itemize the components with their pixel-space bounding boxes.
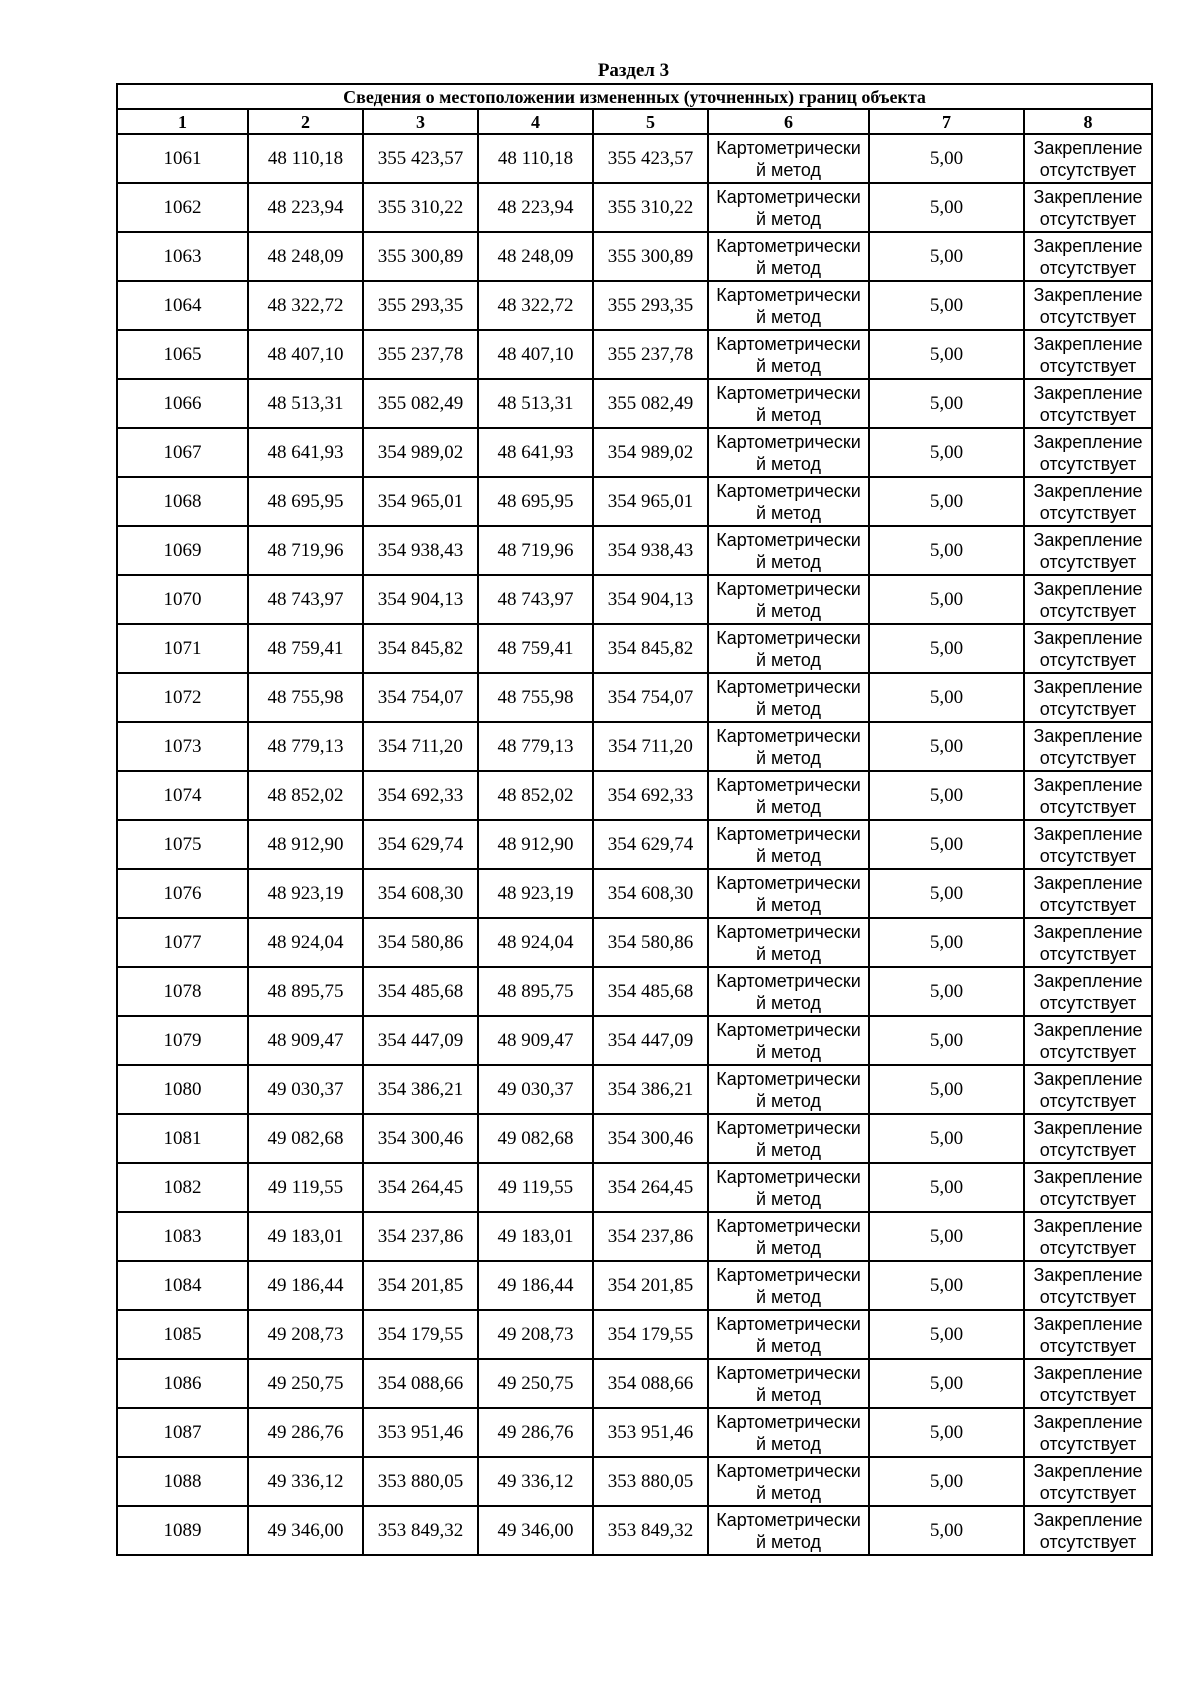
x-new-cell: 48 407,10 (478, 330, 593, 379)
y-existing-cell: 354 904,13 (363, 575, 478, 624)
x-existing-cell: 48 895,75 (248, 967, 363, 1016)
fixing-cell: Закрепление отсутствует (1024, 1016, 1152, 1065)
x-existing-cell: 48 755,98 (248, 673, 363, 722)
x-existing-cell: 48 743,97 (248, 575, 363, 624)
column-number-row (117, 109, 1152, 134)
table-row (117, 967, 1152, 1016)
precision-cell: 5,00 (869, 1359, 1024, 1408)
precision-cell: 5,00 (869, 1408, 1024, 1457)
precision-cell: 5,00 (869, 820, 1024, 869)
table-row (117, 1163, 1152, 1212)
method-cell: Картометрически й метод (708, 1457, 869, 1506)
y-existing-cell: 354 989,02 (363, 428, 478, 477)
x-new-cell: 49 346,00 (478, 1506, 593, 1555)
y-new-cell: 354 201,85 (593, 1261, 708, 1310)
y-existing-cell: 355 310,22 (363, 183, 478, 232)
table-row (117, 1261, 1152, 1310)
method-cell: Картометрически й метод (708, 232, 869, 281)
method-cell: Картометрически й метод (708, 183, 869, 232)
x-existing-cell: 48 513,31 (248, 379, 363, 428)
y-new-cell: 354 629,74 (593, 820, 708, 869)
fixing-cell: Закрепление отсутствует (1024, 624, 1152, 673)
method-cell: Картометрически й метод (708, 281, 869, 330)
method-cell: Картометрически й метод (708, 379, 869, 428)
column-number-4: 4 (478, 109, 593, 134)
y-new-cell: 354 608,30 (593, 869, 708, 918)
fixing-cell: Закрепление отсутствует (1024, 575, 1152, 624)
point-number-cell: 1076 (117, 869, 248, 918)
table-row (117, 1212, 1152, 1261)
fixing-cell: Закрепление отсутствует (1024, 1506, 1152, 1555)
fixing-cell: Закрепление отсутствует (1024, 967, 1152, 1016)
y-new-cell: 354 754,07 (593, 673, 708, 722)
table-row (117, 1310, 1152, 1359)
y-new-cell: 354 386,21 (593, 1065, 708, 1114)
table-row (117, 1114, 1152, 1163)
x-new-cell: 48 912,90 (478, 820, 593, 869)
column-number-8: 8 (1024, 109, 1152, 134)
y-existing-cell: 354 088,66 (363, 1359, 478, 1408)
point-number-cell: 1083 (117, 1212, 248, 1261)
x-new-cell: 48 513,31 (478, 379, 593, 428)
x-existing-cell: 48 759,41 (248, 624, 363, 673)
table-row (117, 624, 1152, 673)
point-number-cell: 1085 (117, 1310, 248, 1359)
point-number-cell: 1062 (117, 183, 248, 232)
x-existing-cell: 49 082,68 (248, 1114, 363, 1163)
table-row (117, 918, 1152, 967)
x-new-cell: 48 852,02 (478, 771, 593, 820)
y-existing-cell: 354 201,85 (363, 1261, 478, 1310)
y-existing-cell: 354 386,21 (363, 1065, 478, 1114)
x-new-cell: 48 755,98 (478, 673, 593, 722)
point-number-cell: 1078 (117, 967, 248, 1016)
y-new-cell: 354 300,46 (593, 1114, 708, 1163)
x-existing-cell: 48 110,18 (248, 134, 363, 183)
y-existing-cell: 353 849,32 (363, 1506, 478, 1555)
y-new-cell: 354 580,86 (593, 918, 708, 967)
x-existing-cell: 48 641,93 (248, 428, 363, 477)
y-existing-cell: 354 580,86 (363, 918, 478, 967)
precision-cell: 5,00 (869, 967, 1024, 1016)
point-number-cell: 1088 (117, 1457, 248, 1506)
column-number-7: 7 (869, 109, 1024, 134)
table-row (117, 526, 1152, 575)
x-new-cell: 48 743,97 (478, 575, 593, 624)
table-row (117, 1506, 1152, 1555)
y-new-cell: 354 179,55 (593, 1310, 708, 1359)
y-new-cell: 354 692,33 (593, 771, 708, 820)
precision-cell: 5,00 (869, 134, 1024, 183)
x-existing-cell: 49 186,44 (248, 1261, 363, 1310)
y-new-cell: 353 880,05 (593, 1457, 708, 1506)
y-existing-cell: 354 179,55 (363, 1310, 478, 1359)
x-existing-cell: 48 912,90 (248, 820, 363, 869)
point-number-cell: 1066 (117, 379, 248, 428)
point-number-cell: 1073 (117, 722, 248, 771)
x-new-cell: 48 909,47 (478, 1016, 593, 1065)
precision-cell: 5,00 (869, 1261, 1024, 1310)
y-new-cell: 354 447,09 (593, 1016, 708, 1065)
x-existing-cell: 48 909,47 (248, 1016, 363, 1065)
x-new-cell: 49 030,37 (478, 1065, 593, 1114)
point-number-cell: 1074 (117, 771, 248, 820)
method-cell: Картометрически й метод (708, 918, 869, 967)
y-new-cell: 354 485,68 (593, 967, 708, 1016)
x-new-cell: 49 208,73 (478, 1310, 593, 1359)
method-cell: Картометрически й метод (708, 624, 869, 673)
precision-cell: 5,00 (869, 771, 1024, 820)
method-cell: Картометрически й метод (708, 1016, 869, 1065)
x-existing-cell: 49 336,12 (248, 1457, 363, 1506)
precision-cell: 5,00 (869, 330, 1024, 379)
fixing-cell: Закрепление отсутствует (1024, 771, 1152, 820)
fixing-cell: Закрепление отсутствует (1024, 1212, 1152, 1261)
x-new-cell: 48 923,19 (478, 869, 593, 918)
method-cell: Картометрически й метод (708, 428, 869, 477)
table-row (117, 820, 1152, 869)
y-existing-cell: 355 293,35 (363, 281, 478, 330)
fixing-cell: Закрепление отсутствует (1024, 428, 1152, 477)
y-new-cell: 354 965,01 (593, 477, 708, 526)
method-cell: Картометрически й метод (708, 477, 869, 526)
y-new-cell: 354 237,86 (593, 1212, 708, 1261)
fixing-cell: Закрепление отсутствует (1024, 1065, 1152, 1114)
column-number-6: 6 (708, 109, 869, 134)
table-row (117, 1408, 1152, 1457)
point-number-cell: 1081 (117, 1114, 248, 1163)
fixing-cell: Закрепление отсутствует (1024, 379, 1152, 428)
x-new-cell: 49 250,75 (478, 1359, 593, 1408)
fixing-cell: Закрепление отсутствует (1024, 918, 1152, 967)
x-existing-cell: 49 250,75 (248, 1359, 363, 1408)
precision-cell: 5,00 (869, 379, 1024, 428)
method-cell: Картометрически й метод (708, 526, 869, 575)
table-body (117, 134, 1152, 1555)
table-row (117, 1457, 1152, 1506)
y-existing-cell: 354 300,46 (363, 1114, 478, 1163)
table-row (117, 722, 1152, 771)
fixing-cell: Закрепление отсутствует (1024, 1310, 1152, 1359)
x-new-cell: 49 286,76 (478, 1408, 593, 1457)
y-existing-cell: 354 608,30 (363, 869, 478, 918)
x-existing-cell: 49 030,37 (248, 1065, 363, 1114)
table-caption-row (117, 84, 1152, 109)
y-new-cell: 354 989,02 (593, 428, 708, 477)
y-existing-cell: 355 082,49 (363, 379, 478, 428)
boundary-coordinates-table (116, 83, 1153, 1556)
y-new-cell: 354 088,66 (593, 1359, 708, 1408)
precision-cell: 5,00 (869, 673, 1024, 722)
table-row (117, 1065, 1152, 1114)
column-number-3: 3 (363, 109, 478, 134)
x-existing-cell: 48 779,13 (248, 722, 363, 771)
fixing-cell: Закрепление отсутствует (1024, 183, 1152, 232)
precision-cell: 5,00 (869, 477, 1024, 526)
fixing-cell: Закрепление отсутствует (1024, 232, 1152, 281)
x-existing-cell: 48 695,95 (248, 477, 363, 526)
x-new-cell: 48 695,95 (478, 477, 593, 526)
x-existing-cell: 48 852,02 (248, 771, 363, 820)
fixing-cell: Закрепление отсутствует (1024, 526, 1152, 575)
point-number-cell: 1079 (117, 1016, 248, 1065)
precision-cell: 5,00 (869, 183, 1024, 232)
precision-cell: 5,00 (869, 232, 1024, 281)
x-new-cell: 48 719,96 (478, 526, 593, 575)
fixing-cell: Закрепление отсутствует (1024, 1408, 1152, 1457)
y-new-cell: 354 938,43 (593, 526, 708, 575)
x-new-cell: 49 119,55 (478, 1163, 593, 1212)
precision-cell: 5,00 (869, 722, 1024, 771)
precision-cell: 5,00 (869, 1457, 1024, 1506)
table-row (117, 869, 1152, 918)
x-existing-cell: 48 407,10 (248, 330, 363, 379)
method-cell: Картометрически й метод (708, 134, 869, 183)
fixing-cell: Закрепление отсутствует (1024, 1359, 1152, 1408)
table-row (117, 771, 1152, 820)
y-new-cell: 355 237,78 (593, 330, 708, 379)
method-cell: Картометрически й метод (708, 575, 869, 624)
table-row (117, 134, 1152, 183)
precision-cell: 5,00 (869, 575, 1024, 624)
fixing-cell: Закрепление отсутствует (1024, 1261, 1152, 1310)
method-cell: Картометрически й метод (708, 1212, 869, 1261)
precision-cell: 5,00 (869, 1114, 1024, 1163)
x-new-cell: 49 183,01 (478, 1212, 593, 1261)
y-new-cell: 355 310,22 (593, 183, 708, 232)
table-row (117, 477, 1152, 526)
precision-cell: 5,00 (869, 1163, 1024, 1212)
x-existing-cell: 48 719,96 (248, 526, 363, 575)
y-existing-cell: 354 965,01 (363, 477, 478, 526)
fixing-cell: Закрепление отсутствует (1024, 1114, 1152, 1163)
precision-cell: 5,00 (869, 1506, 1024, 1555)
method-cell: Картометрически й метод (708, 673, 869, 722)
method-cell: Картометрически й метод (708, 820, 869, 869)
x-new-cell: 48 779,13 (478, 722, 593, 771)
table-row (117, 232, 1152, 281)
x-new-cell: 48 759,41 (478, 624, 593, 673)
column-number-5: 5 (593, 109, 708, 134)
point-number-cell: 1063 (117, 232, 248, 281)
point-number-cell: 1061 (117, 134, 248, 183)
y-new-cell: 353 849,32 (593, 1506, 708, 1555)
fixing-cell: Закрепление отсутствует (1024, 330, 1152, 379)
fixing-cell: Закрепление отсутствует (1024, 134, 1152, 183)
table-row (117, 183, 1152, 232)
table-row (117, 281, 1152, 330)
table-row (117, 428, 1152, 477)
y-new-cell: 354 904,13 (593, 575, 708, 624)
table-row (117, 673, 1152, 722)
table-row (117, 330, 1152, 379)
fixing-cell: Закрепление отсутствует (1024, 673, 1152, 722)
y-new-cell: 354 264,45 (593, 1163, 708, 1212)
x-existing-cell: 49 208,73 (248, 1310, 363, 1359)
y-new-cell: 355 423,57 (593, 134, 708, 183)
method-cell: Картометрически й метод (708, 1408, 869, 1457)
table-caption: Сведения о местоположении измененных (уточненных) границ объекта (117, 84, 1152, 109)
x-new-cell: 48 924,04 (478, 918, 593, 967)
y-existing-cell: 354 692,33 (363, 771, 478, 820)
y-existing-cell: 353 951,46 (363, 1408, 478, 1457)
fixing-cell: Закрепление отсутствует (1024, 820, 1152, 869)
method-cell: Картометрически й метод (708, 1359, 869, 1408)
fixing-cell: Закрепление отсутствует (1024, 477, 1152, 526)
x-new-cell: 48 641,93 (478, 428, 593, 477)
y-new-cell: 353 951,46 (593, 1408, 708, 1457)
precision-cell: 5,00 (869, 1310, 1024, 1359)
x-existing-cell: 49 119,55 (248, 1163, 363, 1212)
point-number-cell: 1069 (117, 526, 248, 575)
x-new-cell: 48 223,94 (478, 183, 593, 232)
precision-cell: 5,00 (869, 624, 1024, 673)
precision-cell: 5,00 (869, 1065, 1024, 1114)
point-number-cell: 1087 (117, 1408, 248, 1457)
y-new-cell: 355 082,49 (593, 379, 708, 428)
point-number-cell: 1082 (117, 1163, 248, 1212)
y-existing-cell: 354 485,68 (363, 967, 478, 1016)
y-existing-cell: 354 629,74 (363, 820, 478, 869)
method-cell: Картометрически й метод (708, 1114, 869, 1163)
x-existing-cell: 48 923,19 (248, 869, 363, 918)
method-cell: Картометрически й метод (708, 330, 869, 379)
y-new-cell: 355 300,89 (593, 232, 708, 281)
y-existing-cell: 354 845,82 (363, 624, 478, 673)
x-existing-cell: 48 924,04 (248, 918, 363, 967)
method-cell: Картометрически й метод (708, 1163, 869, 1212)
y-new-cell: 355 293,35 (593, 281, 708, 330)
point-number-cell: 1080 (117, 1065, 248, 1114)
x-existing-cell: 49 346,00 (248, 1506, 363, 1555)
x-existing-cell: 48 322,72 (248, 281, 363, 330)
fixing-cell: Закрепление отсутствует (1024, 1163, 1152, 1212)
x-existing-cell: 49 286,76 (248, 1408, 363, 1457)
point-number-cell: 1064 (117, 281, 248, 330)
y-existing-cell: 355 300,89 (363, 232, 478, 281)
point-number-cell: 1068 (117, 477, 248, 526)
x-existing-cell: 48 223,94 (248, 183, 363, 232)
y-existing-cell: 354 264,45 (363, 1163, 478, 1212)
x-new-cell: 49 082,68 (478, 1114, 593, 1163)
fixing-cell: Закрепление отсутствует (1024, 281, 1152, 330)
point-number-cell: 1075 (117, 820, 248, 869)
y-existing-cell: 353 880,05 (363, 1457, 478, 1506)
table-row (117, 379, 1152, 428)
y-new-cell: 354 711,20 (593, 722, 708, 771)
x-new-cell: 48 322,72 (478, 281, 593, 330)
method-cell: Картометрически й метод (708, 1065, 869, 1114)
y-existing-cell: 354 447,09 (363, 1016, 478, 1065)
fixing-cell: Закрепление отсутствует (1024, 722, 1152, 771)
point-number-cell: 1065 (117, 330, 248, 379)
precision-cell: 5,00 (869, 1016, 1024, 1065)
precision-cell: 5,00 (869, 281, 1024, 330)
precision-cell: 5,00 (869, 428, 1024, 477)
x-new-cell: 49 186,44 (478, 1261, 593, 1310)
point-number-cell: 1072 (117, 673, 248, 722)
x-new-cell: 48 248,09 (478, 232, 593, 281)
y-new-cell: 354 845,82 (593, 624, 708, 673)
precision-cell: 5,00 (869, 526, 1024, 575)
y-existing-cell: 355 423,57 (363, 134, 478, 183)
precision-cell: 5,00 (869, 869, 1024, 918)
fixing-cell: Закрепление отсутствует (1024, 1457, 1152, 1506)
method-cell: Картометрически й метод (708, 771, 869, 820)
column-number-2: 2 (248, 109, 363, 134)
point-number-cell: 1086 (117, 1359, 248, 1408)
column-number-1: 1 (117, 109, 248, 134)
method-cell: Картометрически й метод (708, 869, 869, 918)
y-existing-cell: 355 237,78 (363, 330, 478, 379)
fixing-cell: Закрепление отсутствует (1024, 869, 1152, 918)
x-new-cell: 49 336,12 (478, 1457, 593, 1506)
method-cell: Картометрически й метод (708, 1261, 869, 1310)
x-existing-cell: 48 248,09 (248, 232, 363, 281)
precision-cell: 5,00 (869, 1212, 1024, 1261)
x-existing-cell: 49 183,01 (248, 1212, 363, 1261)
y-existing-cell: 354 711,20 (363, 722, 478, 771)
method-cell: Картометрически й метод (708, 1506, 869, 1555)
y-existing-cell: 354 754,07 (363, 673, 478, 722)
x-new-cell: 48 110,18 (478, 134, 593, 183)
section-title: Раздел 3 (597, 60, 670, 81)
x-new-cell: 48 895,75 (478, 967, 593, 1016)
method-cell: Картометрически й метод (708, 1310, 869, 1359)
point-number-cell: 1077 (117, 918, 248, 967)
method-cell: Картометрически й метод (708, 722, 869, 771)
point-number-cell: 1089 (117, 1506, 248, 1555)
table-row (117, 1359, 1152, 1408)
y-existing-cell: 354 938,43 (363, 526, 478, 575)
method-cell: Картометрически й метод (708, 967, 869, 1016)
y-existing-cell: 354 237,86 (363, 1212, 478, 1261)
point-number-cell: 1070 (117, 575, 248, 624)
point-number-cell: 1067 (117, 428, 248, 477)
precision-cell: 5,00 (869, 918, 1024, 967)
table-row (117, 1016, 1152, 1065)
point-number-cell: 1084 (117, 1261, 248, 1310)
table-row (117, 575, 1152, 624)
point-number-cell: 1071 (117, 624, 248, 673)
